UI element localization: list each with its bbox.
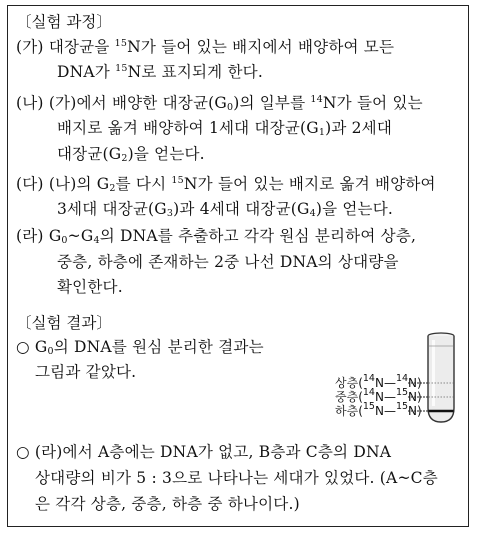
result-item2-line3: 은 각각 상층, 중층, 하층 중 하나이다.) xyxy=(35,495,300,513)
step-da-marker: (다) xyxy=(16,175,44,193)
result-item2-line1: ○ (라)에서 A층에는 DNA가 없고, B층과 C층의 DNA xyxy=(16,443,392,461)
step-na-marker: (나) xyxy=(16,94,44,112)
step-ra-line3: 확인한다. xyxy=(57,278,123,296)
step-da-line1: (다) (나)의 $G_2$를 다시 $^{15}$N가 들어 있는 배지로 옮겨 배양하여 xyxy=(16,175,436,194)
step-ra-line2: 중층, 하층에 존재하는 2중 나선 DNA의 상대량을 xyxy=(57,253,399,271)
layer-label-top: 상층($^{14}$N—$^{14}$N) xyxy=(335,373,422,390)
step-na-line1: (나) (가)에서 배양한 대장균$(G_0)$의 일부를 $^{14}$N가 들어 있는 xyxy=(16,94,423,113)
result-item1-line2: 그림과 같았다. xyxy=(35,363,137,381)
step-na-line3: 대장균$(G_2)$을 얻는다. xyxy=(57,145,205,164)
result-header: 〔실험 결과〕 xyxy=(16,314,112,332)
step-na-line2: 배지로 옮겨 배양하여 1세대 대장균$(G_1)$과 2세대 xyxy=(57,119,393,138)
step-ra-line1: (라) $G_0\sim G_4$의 DNA를 추출하고 각각 원심 분리하여 상층, xyxy=(16,227,417,246)
bullet-icon: ○ xyxy=(16,338,30,356)
step-ga-line1: (가) 대장균을 $^{15}$N가 들어 있는 배지에서 배양하여 모든 xyxy=(16,38,395,56)
layer-label-bottom: 하층($^{15}$N—$^{15}$N) xyxy=(335,401,422,418)
result-item2-line2: 상대량의 비가 5 : 3으로 나타나는 세대가 있었다. (A~C층 xyxy=(35,469,438,487)
step-da-line2: 3세대 대장균$(G_3)$과 4세대 대장균$(G_4)$을 얻는다. xyxy=(57,200,394,219)
layer-label-middle: 중층($^{14}$N—$^{15}$N) xyxy=(335,387,422,404)
step-ra-marker: (라) xyxy=(16,227,44,245)
step-ga-line2: DNA가 $^{15}$N로 표지되게 한다. xyxy=(57,63,263,81)
step-ga-marker: (가) xyxy=(16,38,44,56)
procedure-header: 〔실험 과정〕 xyxy=(16,13,112,31)
bullet-icon: ○ xyxy=(16,443,30,461)
result-item1-line1: ○ $G_0$의 DNA를 원심 분리한 결과는 xyxy=(16,338,264,357)
